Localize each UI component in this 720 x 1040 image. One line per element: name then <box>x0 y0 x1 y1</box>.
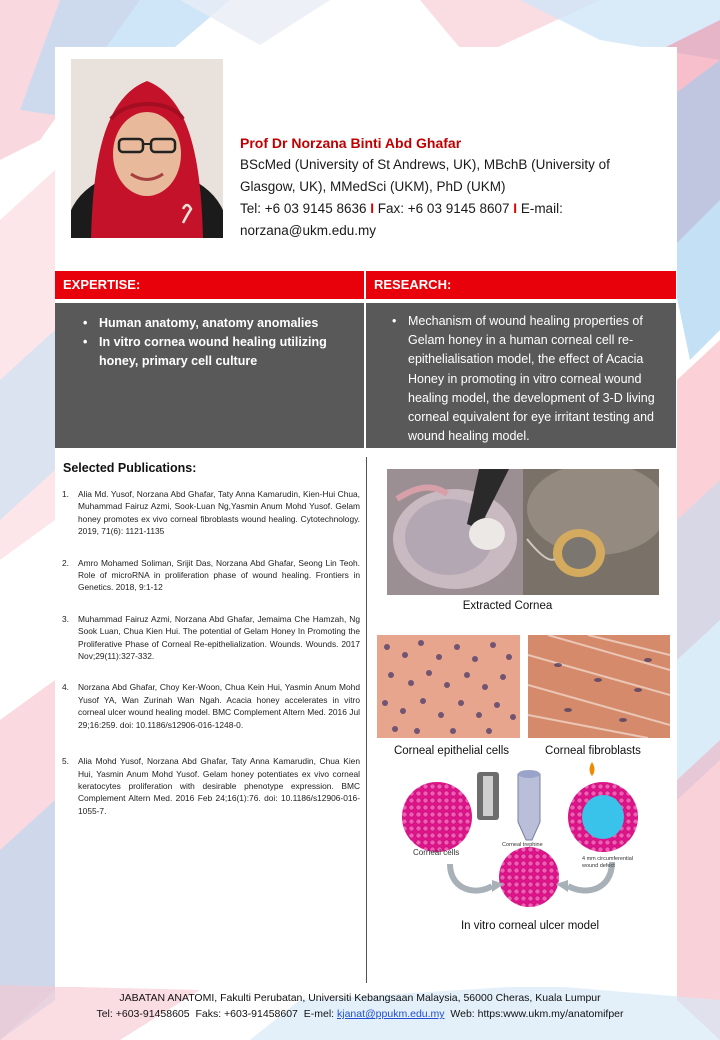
publication-item: 4. Norzana Abd Ghafar, Choy Ker-Woon, Chua Kein Hui, Yasmin Anum Mohd Yusof YA, Wan Zurinah Wan Ngah. Acacia honey accelerates in vitro corneal ulcer wound healing model. BMC Complement Altern Med. 2016 Jul 29;16:259. doi: 10.1186/s12906-016-1248-0. <box>62 682 360 730</box>
publication-item: 3. Muhammad Fairuz Azmi, Norzana Abd Ghafar, Jemaima Che Hamzah, Ng Sook Luan, Chua Kien Hui. The potential of Gelam Honey In Promoting the Proliferative Phase of Corneal Re-epithelialization. Wounds. Wounds. 2017 Nov;29(11):327-332. <box>62 613 360 662</box>
wound-defect-label: 4 mm circumferential <box>582 856 634 862</box>
publications-heading: Selected Publications: <box>63 461 197 475</box>
profile-degrees: BScMed (University of St Andrews, UK), MBchB (University of Glasgow, UK), MMedSci (UKM), PhD (UKM) <box>240 157 610 194</box>
expertise-panel <box>55 303 364 448</box>
ulcer-model-caption: In vitro corneal ulcer model <box>460 920 600 932</box>
extracted-cornea-image <box>387 469 659 595</box>
profile-photo <box>71 59 223 238</box>
profile-email-label: E-mail: <box>520 201 563 216</box>
trephine-label: Corneal trephine <box>502 842 543 848</box>
research-heading: RESEARCH: <box>366 271 676 299</box>
publication-item: 1. Alia Md. Yusof, Norzana Abd Ghafar, Taty Anna Kamarudin, Kien-Hui Chua, Muhammad Fairuz Azmi, Sook-Luan Ng,Yasmin Anum Mohd Yusof. Gelam honey promotes ex vivo corneal fibroblasts wound healing. Cytotechnology. 2019, 71(6): 1121-1135 <box>62 489 360 537</box>
publications-list <box>60 488 360 817</box>
footer-email-link[interactable]: kjanat@ppukm.edu.my <box>337 1008 445 1020</box>
footer-web[interactable]: Web: https:www.ukm.my/anatomifper <box>450 1008 624 1020</box>
publication-item: 5. Alia Mohd Yusof, Norzana Abd Ghafar, Taty Anna Kamarudin, Chua Kien Hui, Yasmin Anum Mohd Yusof. Gelam honey potentiates ex vivo corneal keratocytes proliferation with desirable phenotype expression. BMC Complement Altern Med. 2016 Feb 24;16(1):76. doi: 10.1186/s12906-016-1055-7. <box>62 756 360 816</box>
four-mm-label: 4 mm <box>480 828 495 834</box>
footer <box>0 990 720 1022</box>
corneal-epithelial-cells-image <box>377 635 520 738</box>
footer-address: JABATAN ANATOMI, Fakulti Perubatan, Universiti Kebangsaan Malaysia, 56000 Cheras, Kuala Lumpur <box>119 992 601 1004</box>
profile-header <box>240 132 660 242</box>
fibroblasts-caption: Corneal fibroblasts <box>545 745 641 757</box>
profile-email[interactable]: norzana@ukm.edu.my <box>240 223 377 238</box>
column-divider <box>366 457 367 983</box>
profile-contact <box>240 198 660 242</box>
epithelial-caption: Corneal epithelial cells <box>393 745 510 757</box>
profile-fax: Fax: +6 03 9145 8607 <box>377 201 510 216</box>
ulcer-model-diagram <box>380 762 676 912</box>
extracted-cornea-caption: Extracted Cornea <box>462 600 553 612</box>
expertise-item: • In vitro cornea wound healing utilizing honey, primary cell culture <box>79 333 352 371</box>
separator: I <box>513 201 518 216</box>
publication-item: 2. Amro Mohamed Soliman, Srijit Das, Norzana Abd Ghafar, Seong Lin Teoh. Role of microRNA in proliferation phase of wound healing. Frontiers in Genetics. 2018, 9:1-12 <box>62 557 360 593</box>
footer-tel: Tel: +603-91458605 <box>96 1008 190 1020</box>
wound-defect-label: wound defect <box>582 863 615 869</box>
research-panel <box>366 303 676 448</box>
expertise-item: • Human anatomy, anatomy anomalies <box>79 314 352 333</box>
footer-email-label: E-mel: <box>303 1008 335 1020</box>
research-item: • Mechanism of wound healing properties of Gelam honey in a human corneal cell re-epithelialisation model, the effect of Acacia Honey in promoting in vitro corneal wound healing model, the development of 3-D living corneal equivalent for eye irritant testing and wound healing model. <box>388 312 670 446</box>
corneal-fibroblasts-image <box>528 635 670 738</box>
profile-name: Prof Dr Norzana Binti Abd Ghafar <box>240 135 462 151</box>
footer-contact <box>0 1006 720 1022</box>
footer-fax: Faks: +603-91458607 <box>195 1008 298 1020</box>
separator: I <box>370 201 375 216</box>
corneal-cells-label: Corneal cells <box>413 848 460 857</box>
profile-tel: Tel: +6 03 9145 8636 <box>240 201 367 216</box>
expertise-heading: EXPERTISE: <box>55 271 364 299</box>
